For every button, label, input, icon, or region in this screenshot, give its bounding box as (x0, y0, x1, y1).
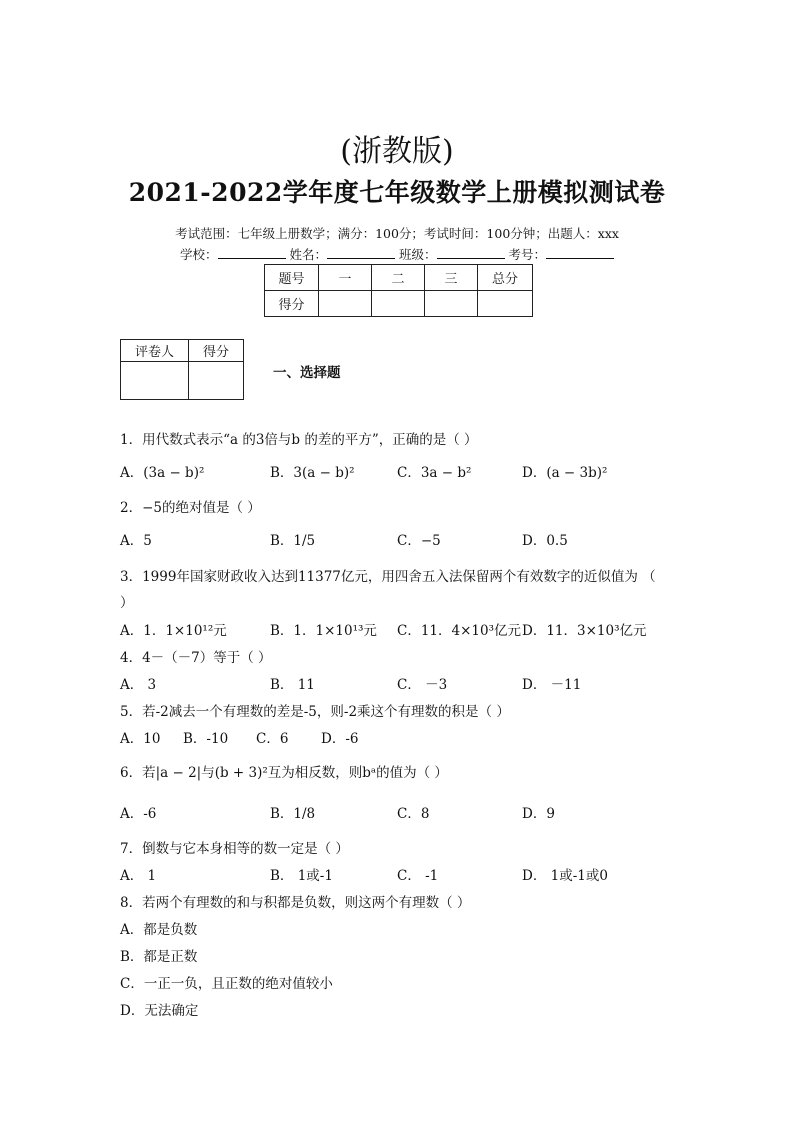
score-cell[interactable] (425, 291, 478, 317)
q1-option-b[interactable]: B．3(a − b)² (270, 465, 355, 481)
q8-option-a[interactable]: A．都是负数 (120, 922, 198, 938)
question-6-stem: 6．若|a − 2|与(b + 3)²互为相反数，则bᵃ的值为（ ） (120, 765, 448, 781)
q8-option-b[interactable]: B．都是正数 (120, 949, 198, 965)
score-header: 三 (425, 265, 478, 291)
question-3-stem-cont: ） (120, 595, 134, 611)
score-row-label: 得分 (265, 291, 319, 317)
grader-header: 得分 (189, 340, 244, 362)
q4-option-c[interactable]: C． －3 (397, 677, 448, 693)
q3-option-a[interactable]: A．1．1×10¹²元 (120, 623, 227, 639)
q5-option-d[interactable]: D．-6 (321, 731, 359, 747)
question-8-stem: 8．若两个有理数的和与积都是负数，则这两个有理数（ ） (120, 895, 471, 911)
q8-option-c[interactable]: C．一正一负，且正数的绝对值较小 (120, 976, 333, 992)
exam-no-blank[interactable] (546, 246, 614, 259)
score-table (264, 264, 533, 317)
grader-header: 评卷人 (121, 340, 189, 362)
field-exam-no: 考号： (508, 247, 546, 262)
q1-option-c[interactable]: C．3a − b² (397, 465, 472, 481)
question-2-stem: 2．−5的绝对值是（ ） (120, 500, 261, 516)
q7-option-c[interactable]: C． -1 (397, 868, 439, 884)
question-7-stem: 7．倒数与它本身相等的数一定是（ ） (120, 841, 349, 857)
score-header: 一 (319, 265, 372, 291)
score-header: 总分 (478, 265, 533, 291)
q6-option-d[interactable]: D．9 (522, 806, 555, 822)
q5-option-b[interactable]: B．-10 (183, 731, 229, 747)
grader-cell[interactable] (121, 362, 189, 400)
q1-option-a[interactable]: A．(3a − b)² (120, 465, 205, 481)
exam-title: 2021-2022学年度七年级数学上册模拟测试卷 (128, 178, 666, 207)
field-class: 班级： (398, 247, 437, 262)
school-blank[interactable] (218, 246, 286, 259)
q5-option-a[interactable]: A．10 (120, 731, 161, 747)
field-name: 姓名： (289, 247, 327, 262)
q3-option-d[interactable]: D．11．3×10³亿元 (522, 623, 647, 639)
q5-option-c[interactable]: C．6 (256, 731, 289, 747)
score-cell[interactable] (372, 291, 425, 317)
grader-table (120, 339, 244, 400)
q2-option-a[interactable]: A．5 (120, 533, 152, 549)
q7-option-a[interactable]: A． 1 (120, 868, 157, 884)
q4-option-d[interactable]: D． －11 (522, 677, 582, 693)
name-blank[interactable] (327, 246, 395, 259)
score-cell[interactable] (478, 291, 533, 317)
q2-option-c[interactable]: C．−5 (397, 533, 441, 549)
q1-option-d[interactable]: D．(a − 3b)² (522, 465, 608, 481)
edition-label: (浙教版) (340, 134, 454, 169)
q6-option-c[interactable]: C．8 (397, 806, 430, 822)
q7-option-d[interactable]: D． 1或-1或0 (522, 868, 608, 884)
q3-option-c[interactable]: C．11．4×10³亿元 (397, 623, 521, 639)
q2-option-b[interactable]: B．1/5 (270, 533, 316, 549)
score-cell[interactable] (319, 291, 372, 317)
question-4-stem: 4．4－（－7）等于（ ） (120, 650, 272, 666)
question-5-stem: 5．若-2减去一个有理数的差是-5，则-2乘这个有理数的积是（ ） (120, 704, 510, 720)
field-school: 学校： (179, 247, 218, 262)
section-heading: 一、选择题 (273, 365, 341, 381)
q3-option-b[interactable]: B．1．1×10¹³元 (270, 623, 377, 639)
q2-option-d[interactable]: D．0.5 (522, 533, 568, 549)
grader-cell[interactable] (189, 362, 244, 400)
q7-option-b[interactable]: B． 1或-1 (270, 868, 333, 884)
q6-option-b[interactable]: B．1/8 (270, 806, 316, 822)
q6-option-a[interactable]: A．-6 (120, 806, 157, 822)
question-3-stem: 3．1999年国家财政收入达到11377亿元，用四舍五入法保留两个有效数字的近似值为 （ (120, 569, 656, 585)
question-1-stem: 1．用代数式表示“a 的3倍与b 的差的平方”，正确的是（ ） (120, 432, 478, 448)
q8-option-d[interactable]: D．无法确定 (120, 1003, 199, 1019)
q4-option-b[interactable]: B． 11 (270, 677, 315, 693)
student-fields (0, 245, 794, 263)
class-blank[interactable] (437, 246, 505, 259)
score-header: 题号 (265, 265, 319, 291)
q4-option-a[interactable]: A． 3 (120, 677, 157, 693)
exam-info: 考试范围：七年级上册数学；满分：100分；考试时间：100分钟；出题人：xxx (175, 226, 619, 241)
score-header: 二 (372, 265, 425, 291)
